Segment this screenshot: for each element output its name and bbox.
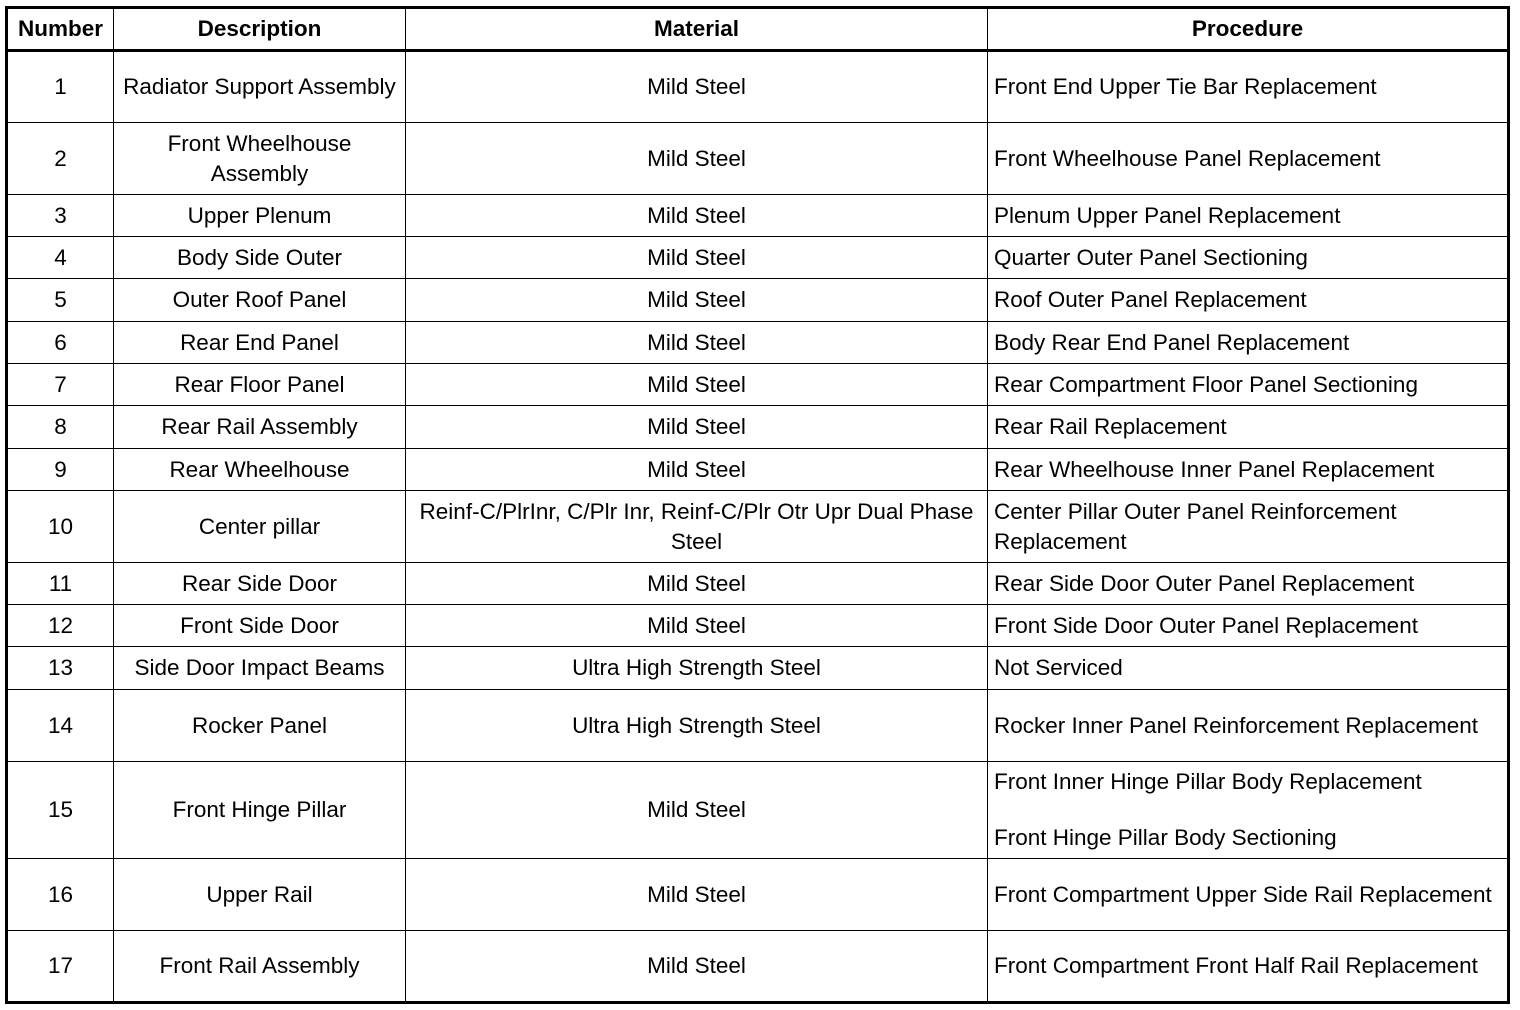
cell-material: Mild Steel [406,364,988,406]
cell-number: 4 [7,237,114,279]
cell-description: Upper Rail [114,859,406,931]
cell-number: 15 [7,762,114,859]
procedure-line: Front Side Door Outer Panel Replacement [994,612,1418,638]
cell-material: Mild Steel [406,279,988,322]
cell-material: Mild Steel [406,123,988,195]
cell-material: Mild Steel [406,931,988,1003]
procedure-line: Front Compartment Front Half Rail Replacement [994,953,1478,978]
procedure-line: Body Rear End Panel Replacement [994,329,1350,355]
table-row [7,931,1509,1003]
procedure-line: Rear Wheelhouse Inner Panel Replacement [994,456,1435,482]
procedure-line: Front Compartment Upper Side Rail Replacement [994,881,1492,907]
cell-procedure [988,605,1509,647]
cell-procedure [988,195,1509,237]
header-material: Material [406,8,988,51]
table-row [7,762,1509,859]
cell-procedure [988,647,1509,690]
procedure-line: Quarter Outer Panel Sectioning [994,244,1308,270]
cell-number: 16 [7,859,114,931]
cell-number: 1 [7,51,114,123]
cell-material: Mild Steel [406,859,988,931]
cell-material: Mild Steel [406,51,988,123]
table-row [7,322,1509,364]
cell-material: Ultra High Strength Steel [406,690,988,762]
cell-procedure [988,931,1509,1003]
table-row [7,647,1509,690]
table-row [7,690,1509,762]
procedure-line: Rear Side Door Outer Panel Replacement [994,570,1415,596]
cell-material: Mild Steel [406,762,988,859]
procedure-line: Rear Rail Replacement [994,414,1227,439]
cell-description: Rear Rail Assembly [114,406,406,449]
cell-number: 5 [7,279,114,322]
procedure-line: Not Serviced [994,655,1123,680]
header-procedure: Procedure [988,8,1509,51]
table-row [7,859,1509,931]
cell-material: Mild Steel [406,195,988,237]
cell-description: Radiator Support Assembly [114,51,406,123]
cell-procedure [988,563,1509,605]
cell-procedure [988,491,1509,563]
cell-description: Body Side Outer [114,237,406,279]
cell-number: 13 [7,647,114,690]
cell-material: Mild Steel [406,237,988,279]
procedure-line: Front End Upper Tie Bar Replacement [994,74,1377,99]
cell-procedure [988,406,1509,449]
header-description: Description [114,8,406,51]
cell-procedure [988,859,1509,931]
cell-number: 10 [7,491,114,563]
parts-table [5,6,1510,1004]
table-row [7,123,1509,195]
table-row [7,406,1509,449]
cell-number: 7 [7,364,114,406]
cell-number: 9 [7,449,114,491]
cell-number: 6 [7,322,114,364]
cell-procedure [988,322,1509,364]
table-row [7,605,1509,647]
cell-number: 2 [7,123,114,195]
cell-description: Front Side Door [114,605,406,647]
cell-material: Ultra High Strength Steel [406,647,988,690]
procedure-line: Roof Outer Panel Replacement [994,287,1307,312]
table-row [7,279,1509,322]
procedure-line: Center Pillar Outer Panel Reinforcement Replacement [994,498,1397,554]
cell-number: 3 [7,195,114,237]
cell-description: Rear Wheelhouse [114,449,406,491]
cell-procedure [988,762,1509,859]
cell-description: Side Door Impact Beams [114,647,406,690]
procedure-line: Front Wheelhouse Panel Replacement [994,145,1381,171]
cell-number: 11 [7,563,114,605]
header-row [7,8,1509,51]
cell-material: Mild Steel [406,449,988,491]
cell-material: Mild Steel [406,322,988,364]
procedure-line: Front Inner Hinge Pillar Body Replacement [994,769,1422,794]
table-row [7,51,1509,123]
cell-description: Rear End Panel [114,322,406,364]
cell-description: Center pillar [114,491,406,563]
table-row [7,237,1509,279]
procedure-line: Rear Compartment Floor Panel Sectioning [994,371,1418,397]
cell-number: 14 [7,690,114,762]
procedure-gap [994,797,1501,823]
table-row [7,449,1509,491]
table-row [7,491,1509,563]
cell-procedure [988,123,1509,195]
header-number: Number [7,8,114,51]
cell-number: 17 [7,931,114,1003]
cell-description: Rocker Panel [114,690,406,762]
cell-material: Mild Steel [406,406,988,449]
cell-description: Outer Roof Panel [114,279,406,322]
table-row [7,195,1509,237]
table-body [7,51,1509,1003]
procedure-line: Front Hinge Pillar Body Sectioning [994,825,1337,850]
cell-procedure [988,364,1509,406]
cell-material: Mild Steel [406,605,988,647]
cell-procedure [988,449,1509,491]
cell-procedure [988,237,1509,279]
cell-procedure [988,690,1509,762]
table-row [7,563,1509,605]
cell-description: Front Hinge Pillar [114,762,406,859]
cell-description: Front Rail Assembly [114,931,406,1003]
cell-material: Reinf-C/PlrInr, C/Plr Inr, Reinf-C/Plr Otr Upr Dual Phase Steel [406,491,988,563]
cell-material: Mild Steel [406,563,988,605]
cell-number: 8 [7,406,114,449]
cell-procedure [988,51,1509,123]
cell-description: Rear Side Door [114,563,406,605]
procedure-line: Rocker Inner Panel Reinforcement Replacement [994,712,1478,738]
cell-description: Front Wheelhouse Assembly [114,123,406,195]
cell-description: Upper Plenum [114,195,406,237]
cell-procedure [988,279,1509,322]
procedure-line: Plenum Upper Panel Replacement [994,202,1341,228]
cell-description: Rear Floor Panel [114,364,406,406]
table-row [7,364,1509,406]
cell-number: 12 [7,605,114,647]
